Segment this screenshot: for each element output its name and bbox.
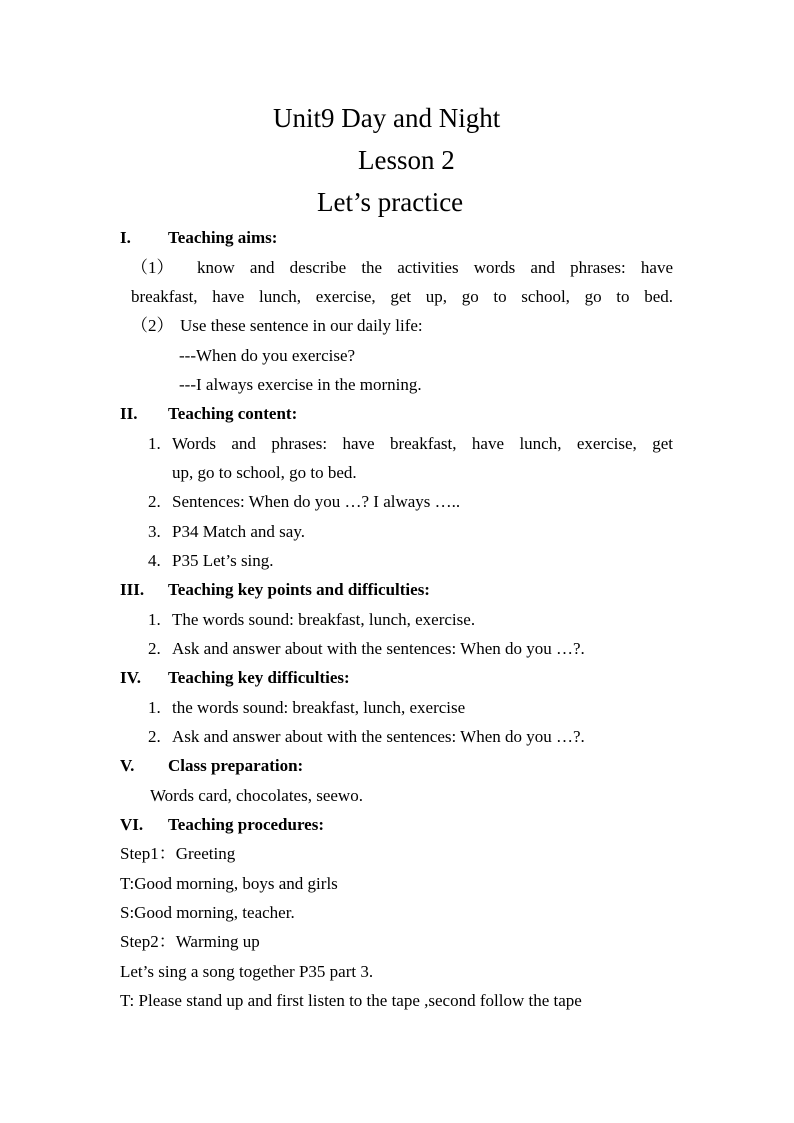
- content-item-2-text: Sentences: When do you …? I always …..: [172, 492, 461, 511]
- aim-2-question: ---When do you exercise?: [179, 346, 356, 365]
- section-4-number: IV.: [120, 668, 141, 687]
- aim-2-text: Use these sentence in our daily life:: [180, 316, 423, 335]
- section-3-heading: Teaching key points and difficulties:: [168, 580, 430, 599]
- section-4-heading: Teaching key difficulties:: [168, 668, 350, 687]
- section-1-number: I.: [120, 228, 131, 247]
- content-item-4-text: P35 Let’s sing.: [172, 551, 274, 570]
- key-point-2-number: 2.: [148, 639, 161, 658]
- section-5-heading: Class preparation:: [168, 756, 304, 775]
- content-item-1-line-2: up, go to school, go to bed.: [172, 463, 357, 482]
- preparation-text: Words card, chocolates, seewo.: [150, 786, 363, 805]
- section-2-heading: Teaching content:: [168, 404, 298, 423]
- lesson-title: Lesson 2: [358, 145, 455, 175]
- content-item-1-line-1: Words and phrases: have breakfast, have lunch, exercise, get: [172, 434, 673, 453]
- section-3-number: III.: [120, 580, 145, 599]
- procedure-line-sing: Let’s sing a song together P35 part 3.: [120, 962, 374, 981]
- section-6-heading: Teaching procedures:: [168, 815, 325, 834]
- procedure-line-instruction: T: Please stand up and first listen to the tape ,second follow the tape: [120, 991, 582, 1010]
- content-item-3-number: 3.: [148, 522, 161, 541]
- section-5-number: V.: [120, 756, 135, 775]
- aim-2-number: （2）: [131, 316, 174, 335]
- key-point-1-number: 1.: [148, 610, 161, 629]
- aim-1-number: （1）: [131, 258, 174, 277]
- difficulty-2-text: Ask and answer about with the sentences: When do you …?.: [172, 727, 585, 746]
- content-item-3-text: P34 Match and say.: [172, 522, 305, 541]
- practice-title: Let’s practice: [317, 187, 464, 217]
- procedure-step-2: Step2：Warming up: [120, 932, 260, 951]
- procedure-line-teacher-greeting: T:Good morning, boys and girls: [120, 874, 338, 893]
- procedure-step-1: Step1：Greeting: [120, 844, 236, 863]
- content-item-4-number: 4.: [148, 551, 161, 570]
- aim-1-line-1: know and describe the activities words and phrases: have: [197, 258, 673, 277]
- key-point-1-text: The words sound: breakfast, lunch, exercise.: [172, 610, 476, 629]
- section-6-number: VI.: [120, 815, 144, 834]
- aim-1-line-2: breakfast, have lunch, exercise, get up, go to school, go to bed.: [131, 287, 673, 306]
- aim-2-answer: ---I always exercise in the morning.: [179, 375, 422, 394]
- content-item-2-number: 2.: [148, 492, 161, 511]
- section-1-heading: Teaching aims:: [168, 228, 278, 247]
- difficulty-2-number: 2.: [148, 727, 161, 746]
- procedure-line-student-greeting: S:Good morning, teacher.: [120, 903, 295, 922]
- key-point-2-text: Ask and answer about with the sentences: When do you …?.: [172, 639, 585, 658]
- unit-title: Unit9 Day and Night: [273, 103, 501, 133]
- content-item-1-number: 1.: [148, 434, 161, 453]
- section-2-number: II.: [120, 404, 138, 423]
- difficulty-1-number: 1.: [148, 698, 161, 717]
- difficulty-1-text: the words sound: breakfast, lunch, exercise: [172, 698, 466, 717]
